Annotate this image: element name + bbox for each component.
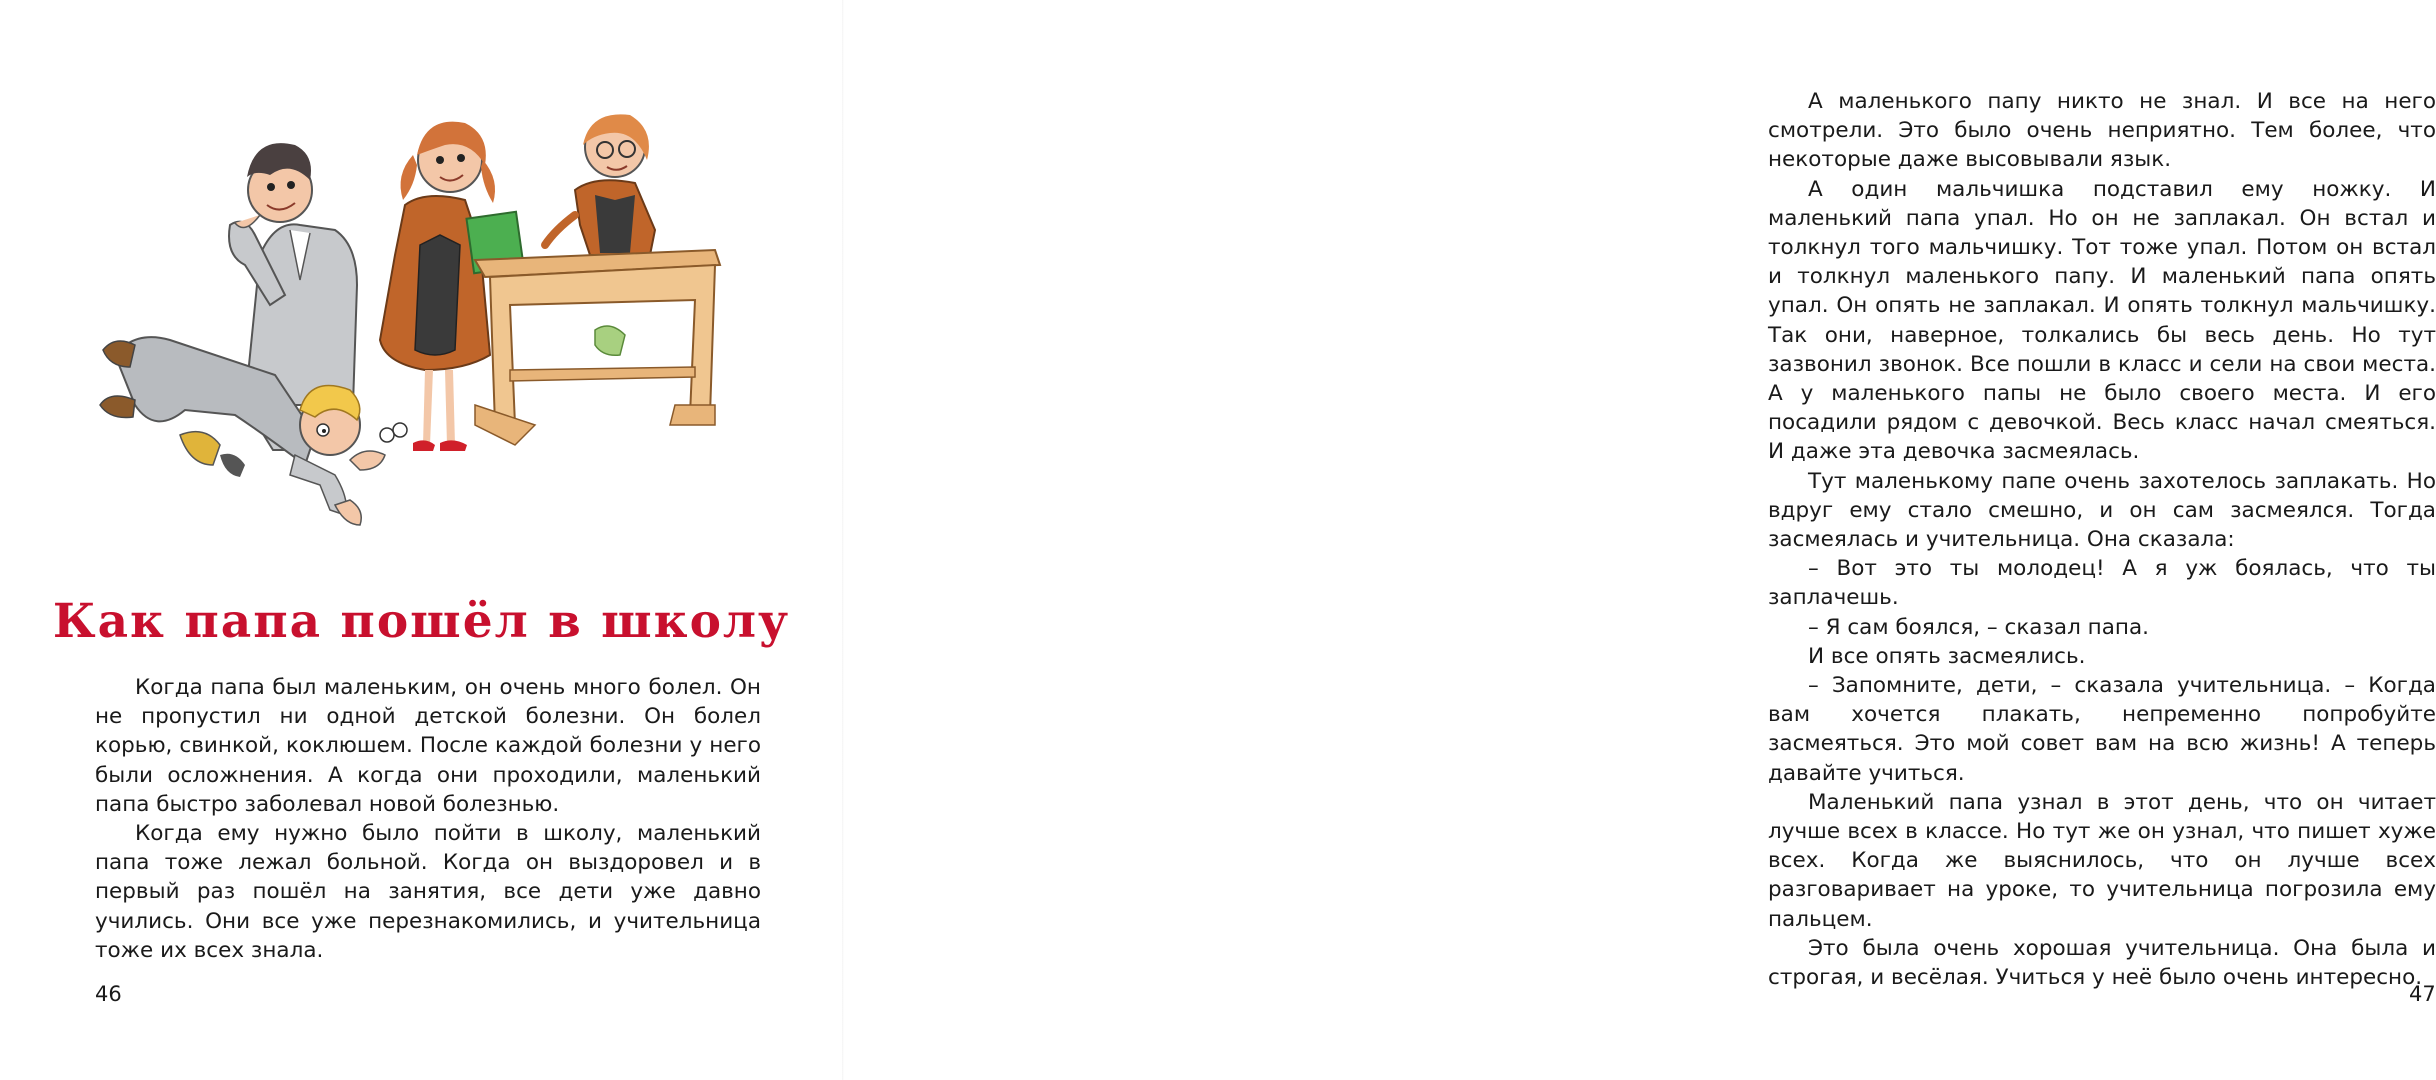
school-desk — [475, 250, 720, 445]
paragraph: И все опять засмеялись. — [1808, 643, 2086, 669]
dialogue-line: – Я сам боялся, – сказал папа. — [1808, 614, 2149, 640]
page-number-left: 46 — [95, 982, 122, 1006]
paragraph: А маленького папу никто не знал. И все на него смотрели. Это было очень неприятно. Тем более, что некоторые даже высовывали язык. — [1768, 89, 2436, 173]
paragraph: Это была очень хорошая учительница. Она была и строгая, и весёлая. Учиться у неё было очень интересно. — [1768, 935, 2436, 991]
paragraph: А один мальчишка подставил ему ножку. И маленький папа упал. Но он не заплакал. Он встал и толкнул того мальчишку. Тот тоже упал. Потом он встал и толкнул маленького папу. И маленький папа опять упал. Он опять не заплакал. И опять толкнул мальчишку. Так они, наверное, толкались бы весь день. Но тут зазвонил звонок. Все пошли в класс и сели на свои места. А у маленького папы не было своего места. И его посадили рядом с девочкой. Весь класс начал смеяться. И даже эта девочка засмеялась. — [1768, 176, 2436, 465]
paragraph: Когда ему нужно было пойти в школу, маленький папа тоже лежал больной. Когда он выздоровел и в первый раз пошёл на занятия, все дети уже давно учились. Они все уже перезнакомились, и учительница тоже их всех знала. — [95, 821, 761, 963]
left-page — [0, 0, 843, 1080]
paragraph: Когда папа был маленьким, он очень много болел. Он не пропустил ни одной детской болезни. Он болел корью, свинкой, коклюшем. После каждой болезни у него были осложнения. А когда они проходили, маленький папа быстро заболевал новой болезнью. — [95, 675, 761, 817]
girl-with-glasses-figure — [545, 114, 655, 255]
school-scene-illustration — [95, 105, 785, 560]
paragraph: Тут маленькому папе очень захотелось заплакать. Но вдруг ему стало смешно, и он сам засмеялся. Тогда засмеялась и учительница. Она сказала: — [1768, 468, 2436, 553]
dialogue-line: – Вот это ты молодец! А я уж боялась, что ты заплачешь. — [1768, 556, 2436, 611]
right-page-text — [1768, 87, 2436, 992]
dialogue-line: – Запомните, дети, – сказала учительница. – Когда вам хочется плакать, непременно попробуйте засмеяться. Это мой совет вам на всю жизнь! А теперь давайте учиться. — [1768, 673, 2436, 786]
chapter-title: Как папа пошёл в школу — [52, 594, 791, 649]
paragraph: Маленький папа узнал в этот день, что он читает лучше всех в классе. Но тут же он узнал, что пишет хуже всех. Когда же выяснилось, что он лучше всех разговаривает на уроке, то учительница погрозила ему пальцем. — [1768, 789, 2436, 932]
right-page — [843, 0, 2436, 1080]
page-number-right: 47 — [2409, 982, 2436, 1006]
left-page-text — [95, 673, 761, 965]
